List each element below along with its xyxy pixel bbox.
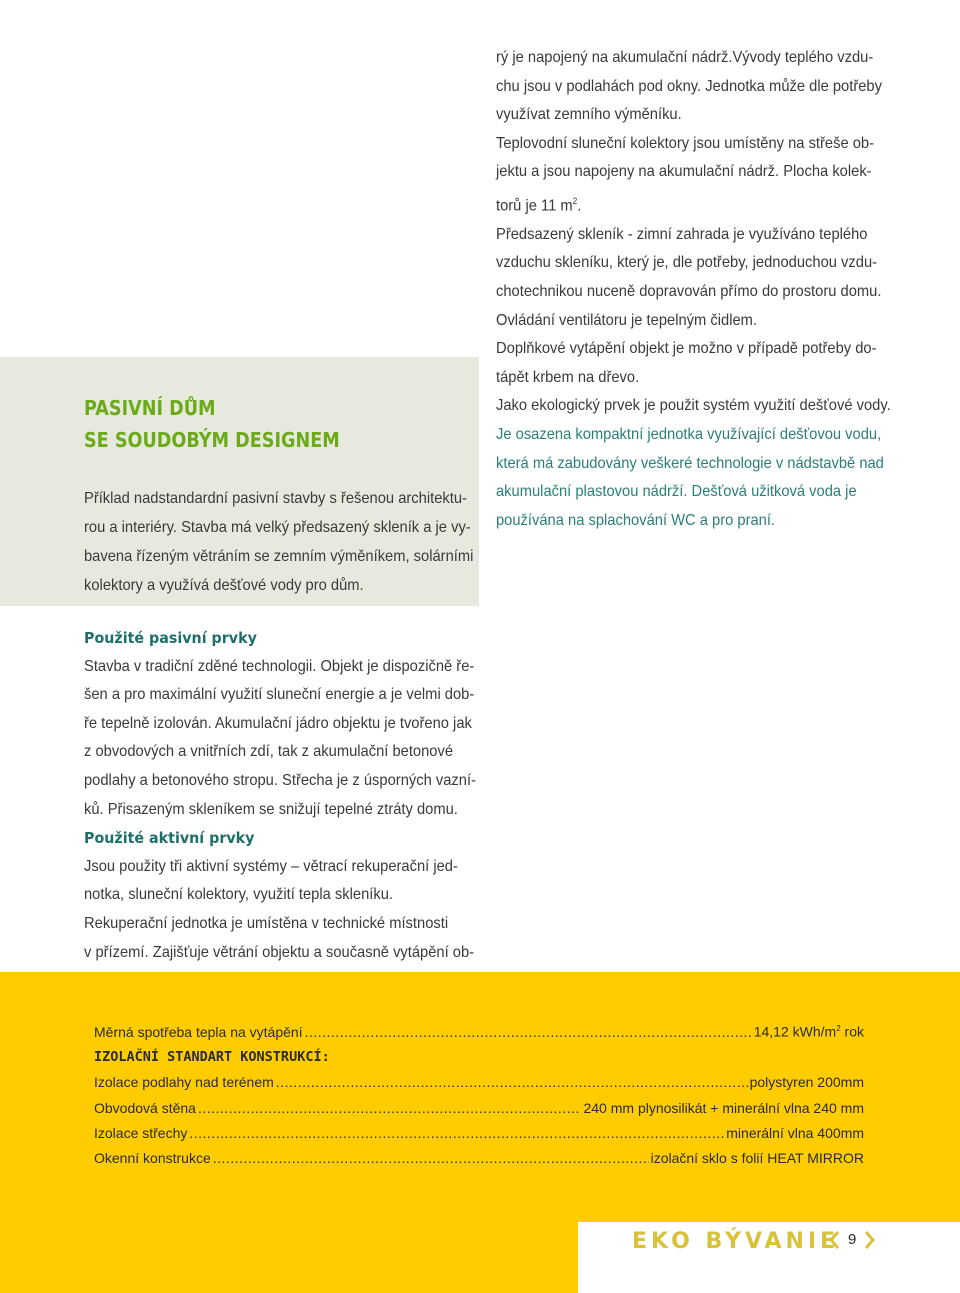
intro-line: Příklad nadstandardní pasivní stavby s řešenou architektu- <box>84 490 467 507</box>
heat-value-unit: rok <box>840 1023 864 1040</box>
text-line: jektu a jsou napojeny na akumulační nádrž. Plocha kolek- <box>496 163 872 181</box>
blank-area <box>0 0 479 357</box>
area-text: torů je 11 m <box>496 197 573 215</box>
text-line: akumulační plastovou nádrží. Dešťová užitková voda je <box>496 483 857 501</box>
intro-line: bavena řízeným větráním se zemním výměníkem, solárními <box>84 548 474 565</box>
insulation-standard-heading: IZOLAČNÍ STANDART KONSTRUKCÍ: <box>94 1048 330 1065</box>
dot-leader <box>213 1146 649 1171</box>
left-column-text <box>84 624 476 996</box>
text-line: používána na splachování WC a pro praní. <box>496 511 776 529</box>
article-title <box>84 392 340 456</box>
article-title-line-1: PASIVNÍ DŮM <box>84 396 216 420</box>
text-line: Jako ekologický prvek je použit systém využití dešťové vody. <box>496 397 891 415</box>
spec-label: Obvodová stěna <box>94 1099 196 1116</box>
text-line: využívat zemního výměníku. <box>496 106 682 124</box>
spec-value <box>754 1016 864 1045</box>
passive-elements-heading: Použité pasivní prvky <box>84 629 257 647</box>
dot-leader <box>198 1096 582 1121</box>
intro-line: rou a interiéry. Stavba má velký předsazený skleník a je vy- <box>84 519 471 536</box>
active-elements-heading: Použité aktivní prvky <box>84 829 255 848</box>
collector-area-line <box>496 187 901 221</box>
text-line: ře tepelně izolován. Akumulační jádro objektu je tvořeno jak <box>84 714 472 732</box>
article-title-line-2: SE SOUDOBÝM DESIGNEM <box>84 428 340 452</box>
spec-row <box>94 1070 864 1095</box>
text-line: Rekuperační jednotka je umístěna v technické místnosti <box>84 914 449 932</box>
spec-value: izolační sklo s folií HEAT MIRROR <box>650 1150 864 1167</box>
text-line: vzduchu skleníku, který je, dle potřeby, jednoduchou vzdu- <box>496 254 878 272</box>
text-line: v přízemí. Zajišťuje větrání objektu a současně vytápění ob- <box>84 943 475 961</box>
text-line: chu jsou v podlahách pod okny. Jednotka může dle potřeby <box>496 77 882 95</box>
text-line: podlahy a betonového stropu. Střecha je z úsporných vazní- <box>84 771 476 789</box>
dot-leader <box>189 1121 724 1146</box>
heat-value-superscript: 2 <box>836 1024 841 1033</box>
intro-line: kolektory a využívá dešťové vody pro dům. <box>84 577 364 594</box>
text-line: Ovládání ventilátoru je tepelným čidlem. <box>496 311 758 329</box>
chevron-right-icon[interactable] <box>864 1230 876 1250</box>
text-line: Teplovodní sluneční kolektory jsou umístěny na střeše ob- <box>496 134 875 152</box>
dot-leader <box>305 1020 752 1045</box>
spec-value: 240 mm plynosilikát + minerální vlna 240 mm <box>583 1099 864 1116</box>
area-suffix: . <box>577 197 582 215</box>
spec-label: Izolace střechy <box>94 1124 188 1141</box>
spec-row <box>94 1146 864 1171</box>
magazine-name: EKO BÝVANIE <box>632 1229 840 1254</box>
text-line: z obvodových a vnitřních zdí, tak z akumulační betonové <box>84 743 454 761</box>
heat-consumption-row <box>94 1016 864 1045</box>
text-line: ků. Přisazeným skleníkem se snižují tepelné ztráty domu. <box>84 800 458 818</box>
chevron-left-icon[interactable] <box>828 1230 840 1250</box>
spec-label: Okenní konstrukce <box>94 1150 211 1167</box>
intro-paragraph <box>84 484 474 600</box>
text-line: která má zabudovány veškeré technologie v nádstavbě nad <box>496 454 884 472</box>
text-line: rý je napojený na akumulační nádrž.Vývody teplého vzdu- <box>496 49 874 66</box>
heat-value: 14,12 kWh/m <box>753 1023 837 1040</box>
text-line: chotechnikou nuceně dopravován přímo do prostoru domu. <box>496 283 882 301</box>
text-line: šen a pro maximální využití sluneční energie a je velmi dob- <box>84 686 475 704</box>
text-line: Je osazena kompaktní jednotka využívající dešťovou vodu, <box>496 426 882 444</box>
page-number: 9 <box>848 1231 857 1248</box>
specs-list <box>94 1016 864 1171</box>
page-navigation <box>828 1226 876 1254</box>
spec-value: minerální vlna 400mm <box>726 1124 864 1141</box>
spec-label: Měrná spotřeba tepla na vytápění <box>94 1023 303 1040</box>
spec-value: polystyren 200mm <box>749 1074 864 1091</box>
text-line: notka, sluneční kolektory, využití tepla skleníku. <box>84 886 394 904</box>
text-line: Jsou použity tři aktivní systémy – větrací rekuperační jed- <box>84 857 458 875</box>
text-line: tápět krbem na dřevo. <box>496 368 640 386</box>
area-superscript: 2 <box>572 195 578 206</box>
text-line: Stavba v tradiční zděné technologii. Objekt je dispozičně ře- <box>84 657 475 675</box>
spec-label: Izolace podlahy nad terénem <box>94 1074 274 1091</box>
dot-leader <box>276 1070 748 1095</box>
text-line: Předsazený skleník - zimní zahrada je využíváno teplého <box>496 225 868 243</box>
spec-row <box>94 1121 864 1146</box>
right-column-text <box>496 44 901 535</box>
spec-row <box>94 1096 864 1121</box>
text-line: Doplňkové vytápění objekt je možno v případě potřeby do- <box>496 340 877 358</box>
